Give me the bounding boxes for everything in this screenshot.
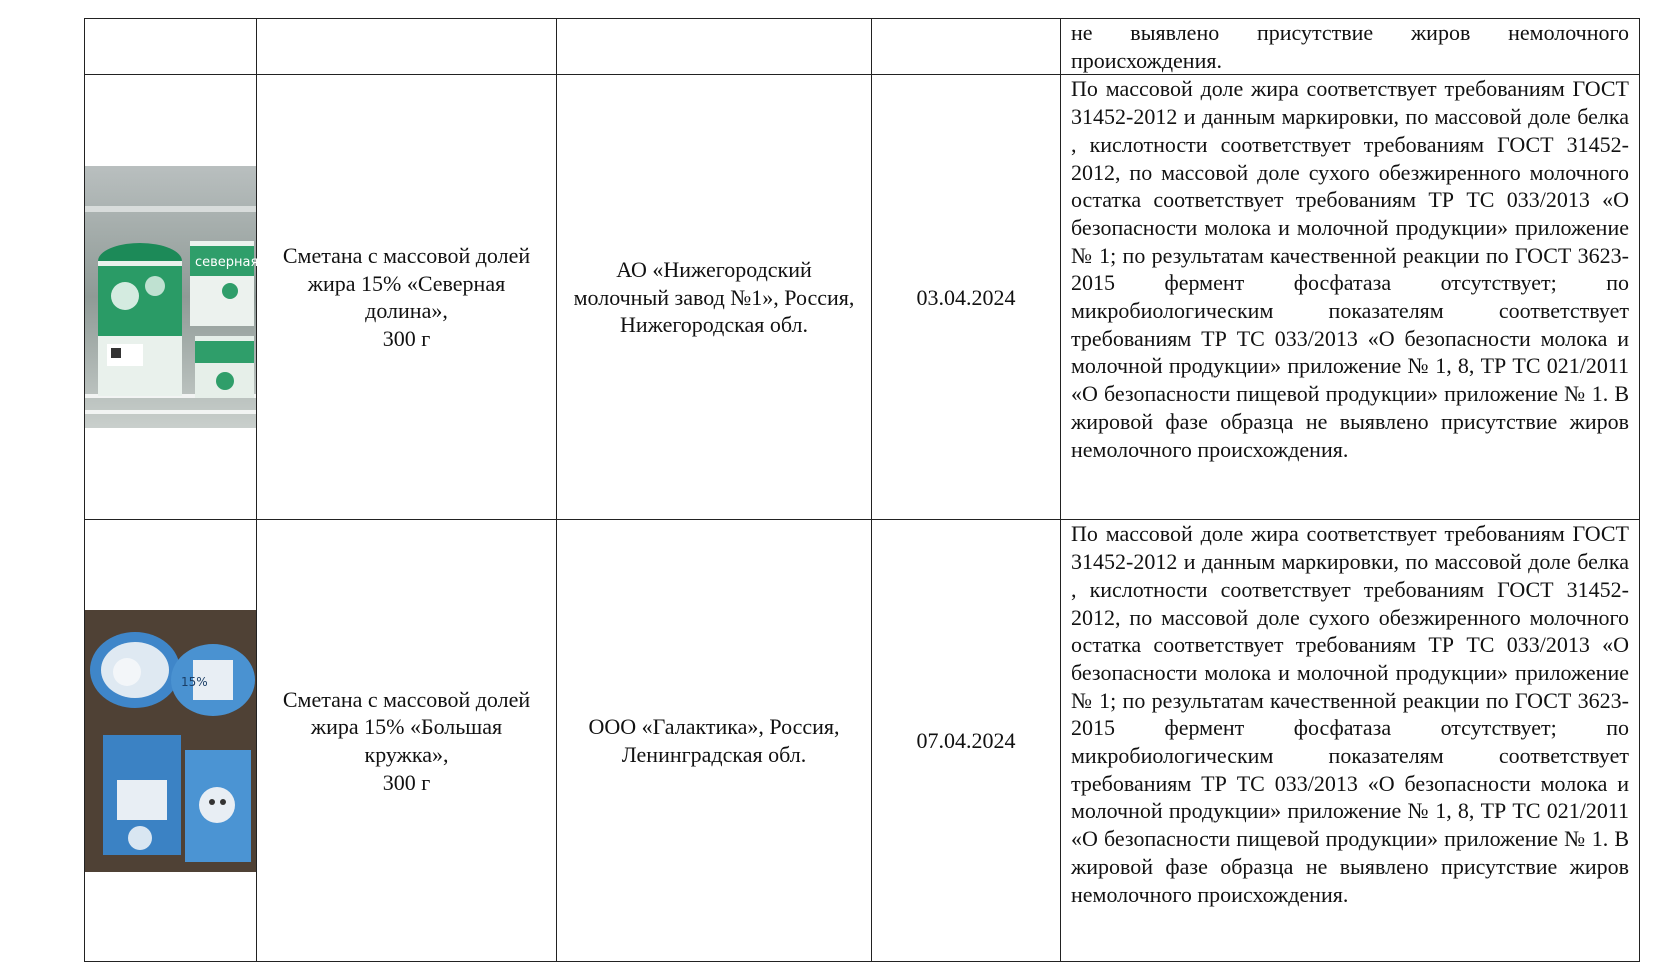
product-name-cell (257, 520, 557, 962)
product-weight: 300 г (382, 326, 431, 352)
photo-cell (85, 75, 313, 520)
photo-label: северная долина (195, 255, 313, 271)
product-name-cell (257, 75, 557, 520)
sample-date: 07.04.2024 (916, 728, 1016, 754)
photo-label: 15% (181, 674, 208, 689)
photo-cell (85, 520, 257, 962)
result-cell (1061, 75, 1640, 520)
product-weight: 300 г (382, 769, 431, 795)
result-cell (1061, 520, 1640, 962)
table-row (85, 520, 1640, 962)
date-cell (872, 19, 1061, 75)
result-text: По массовой доле жира соответствует требованиям ГОСТ 31452-2012 и данным маркировки, по массовой доле белка , кислотности соответствует требованиям ГОСТ 31452-2012, по массовой доле сухого обезжиренного молочного остатка соответствует требованиям ТР ТС 033/2013 «О безопасности молока и молочной продукции» приложение № 1; по результатам качественной реакции по ГОСТ 3623-2015 фермент фосфатаза отсутствует; по микробиологическим показателям соответствует требованиям ТР ТС 033/2013 «О безопасности молока и молочной продукции» приложение № 1, 8, ТР ТС 021/2011 «О безопасности пищевой продукции» приложение № 1. В жировой фазе образца не выявлено присутствие жиров немолочного происхождения. (1071, 76, 1629, 462)
product-photo (85, 166, 313, 428)
product-name: Сметана с массовой долей жира 15% «Северная долина», (282, 243, 531, 324)
sample-date: 03.04.2024 (916, 284, 1016, 310)
results-table (84, 18, 1640, 962)
manufacturer-cell (557, 520, 872, 962)
manufacturer-cell (557, 19, 872, 75)
product-name-cell (257, 19, 557, 75)
date-cell (872, 75, 1061, 520)
date-cell (872, 520, 1061, 962)
manufacturer: ООО «Галактика», Россия, Ленинградская обл. (588, 714, 840, 767)
manufacturer-cell (557, 75, 872, 520)
result-cell (1061, 19, 1640, 75)
manufacturer: АО «Нижегородский молочный завод №1», Россия, Нижегородская обл. (573, 256, 855, 338)
product-name: Сметана с массовой долей жира 15% «Большая кружка», (282, 686, 531, 767)
result-text: не выявлено присутствие жиров немолочного происхождения. (1071, 20, 1629, 73)
product-photo (85, 610, 256, 872)
table-row (85, 19, 1640, 75)
photo-cell (85, 19, 257, 75)
result-text: По массовой доле жира соответствует требованиям ГОСТ 31452-2012 и данным маркировки, по массовой доле белка , кислотности соответствует требованиям ГОСТ 31452-2012, по массовой доле сухого обезжиренного молочного остатка соответствует требованиям ТР ТС 033/2013 «О безопасности молока и молочной продукции» приложение № 1; по результатам качественной реакции по ГОСТ 3623-2015 фермент фосфатаза отсутствует; по микробиологическим показателям соответствует требованиям ТР ТС 033/2013 «О безопасности молока и молочной продукции» приложение № 1, 8, ТР ТС 021/2011 «О безопасности пищевой продукции» приложение № 1. В жировой фазе образца не выявлено присутствие жиров немолочного происхождения. (1071, 521, 1629, 907)
table-row (85, 75, 1640, 520)
